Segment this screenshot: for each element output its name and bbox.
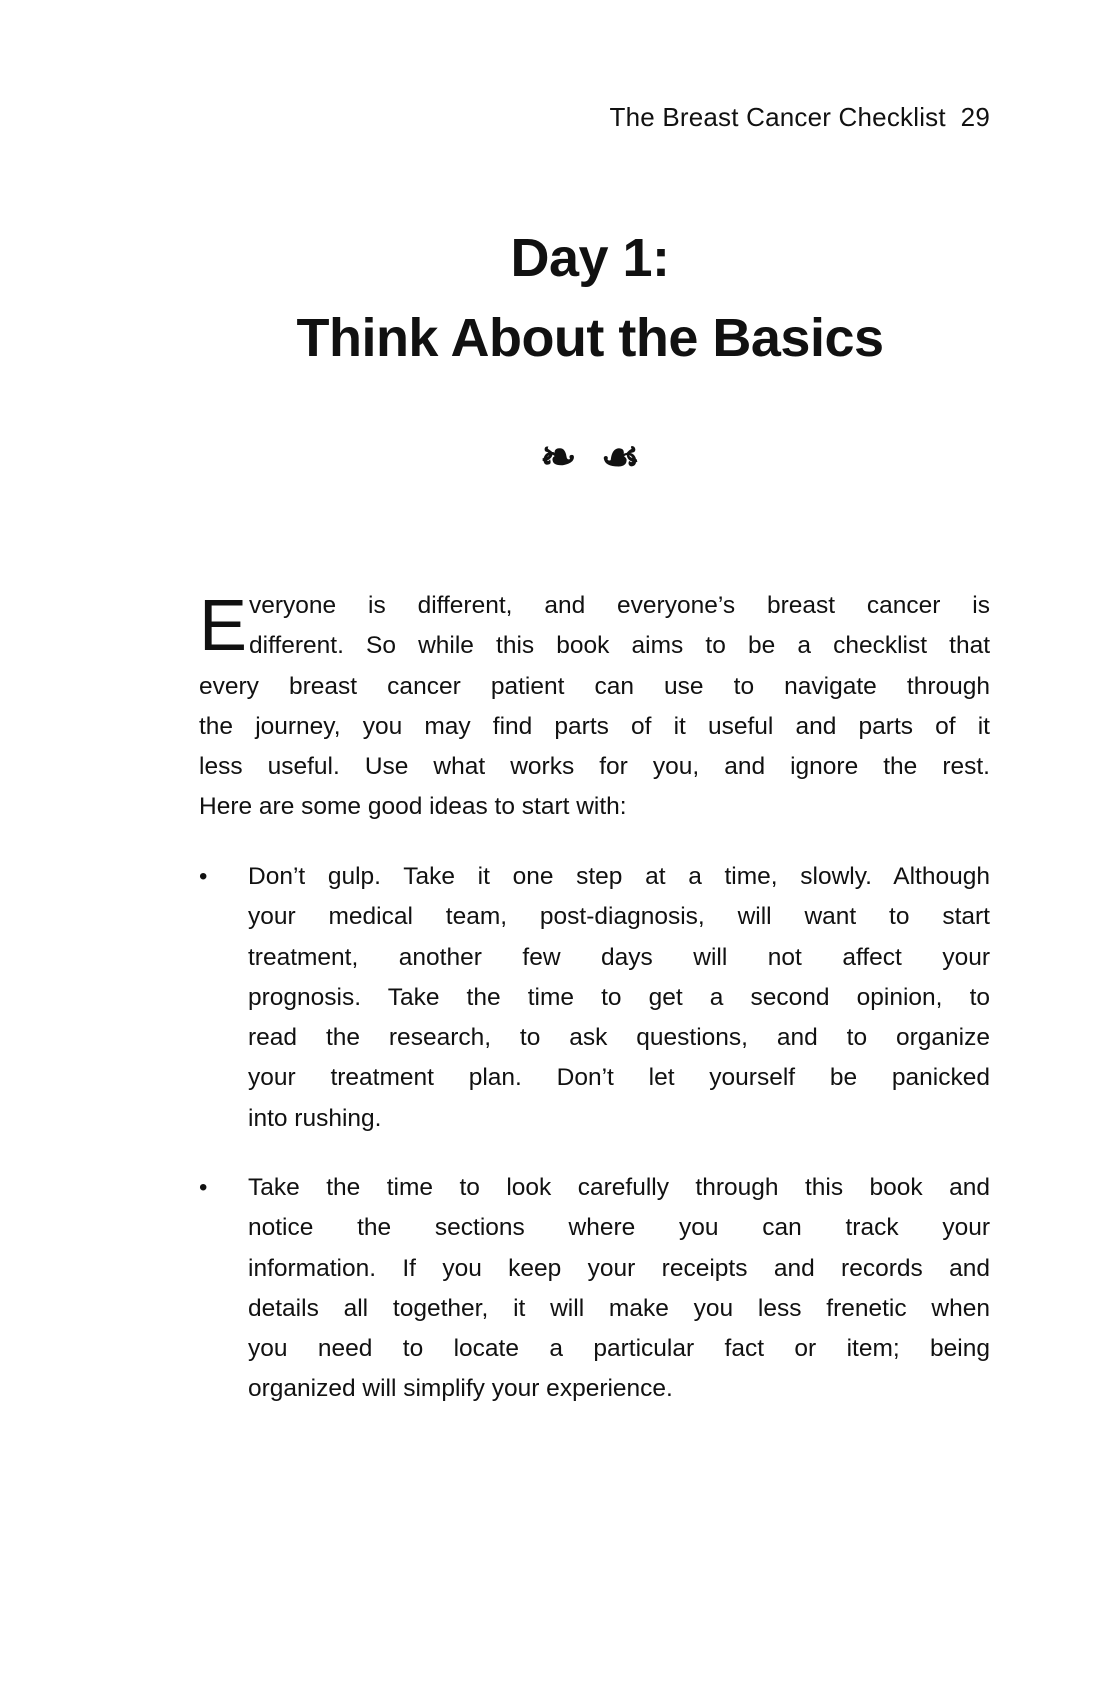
bullet-line: into rushing. — [248, 1104, 382, 1132]
chapter-title — [0, 218, 1100, 378]
bullet-item — [199, 1168, 990, 1410]
bullet-line: notice the sections where you can track your — [248, 1214, 990, 1242]
running-title: The Breast Cancer Checklist — [609, 102, 946, 132]
paragraph-line: veryone is different, and everyone’s breast cancer is — [249, 592, 990, 619]
bullet-line: read the research, to ask questions, and to organize — [248, 1024, 990, 1052]
paragraph-line: every breast cancer patient can use to navigate through — [199, 672, 990, 700]
bullet-line: your medical team, post-diagnosis, will want to start — [248, 903, 990, 931]
paragraph-line: different. So while this book aims to be a checklist that — [249, 632, 990, 660]
bullet-line: you need to locate a particular fact or item; being — [248, 1335, 990, 1363]
fleuron-left-icon: ❧ — [539, 432, 577, 483]
bullet-line: Take the time to look carefully through this book and — [248, 1174, 990, 1201]
intro-paragraph — [199, 586, 990, 828]
drop-cap: E — [199, 586, 248, 666]
paragraph-line: Here are some good ideas to start with: — [199, 793, 627, 821]
fleuron-right-icon: ☙ — [600, 432, 641, 483]
bullet-line: Don’t gulp. Take it one step at a time, slowly. Although — [248, 863, 990, 890]
bullet-line: information. If you keep your receipts and records and — [248, 1254, 990, 1282]
bullet-item — [199, 857, 990, 1139]
bullet-line: organized will simplify your experience. — [248, 1375, 673, 1403]
chapter-title-line-2: Think About the Basics — [296, 308, 884, 368]
paragraph-line: less useful. Use what works for you, and ignore the rest. — [199, 753, 990, 781]
bullet-line: details all together, it will make you less frenetic when — [248, 1294, 990, 1322]
running-header — [610, 102, 991, 133]
bullet-icon: • — [199, 1174, 208, 1201]
bullet-line: your treatment plan. Don’t let yourself be panicked — [248, 1064, 990, 1092]
page-number: 29 — [960, 102, 990, 132]
bullet-line: prognosis. Take the time to get a second opinion, to — [248, 983, 990, 1011]
chapter-title-line-1: Day 1: — [510, 228, 670, 288]
paragraph-line: the journey, you may find parts of it useful and parts of it — [199, 712, 990, 740]
bullet-line: treatment, another few days will not affect your — [248, 943, 990, 971]
bullet-icon: • — [199, 863, 208, 890]
ornament-divider — [0, 432, 1100, 483]
